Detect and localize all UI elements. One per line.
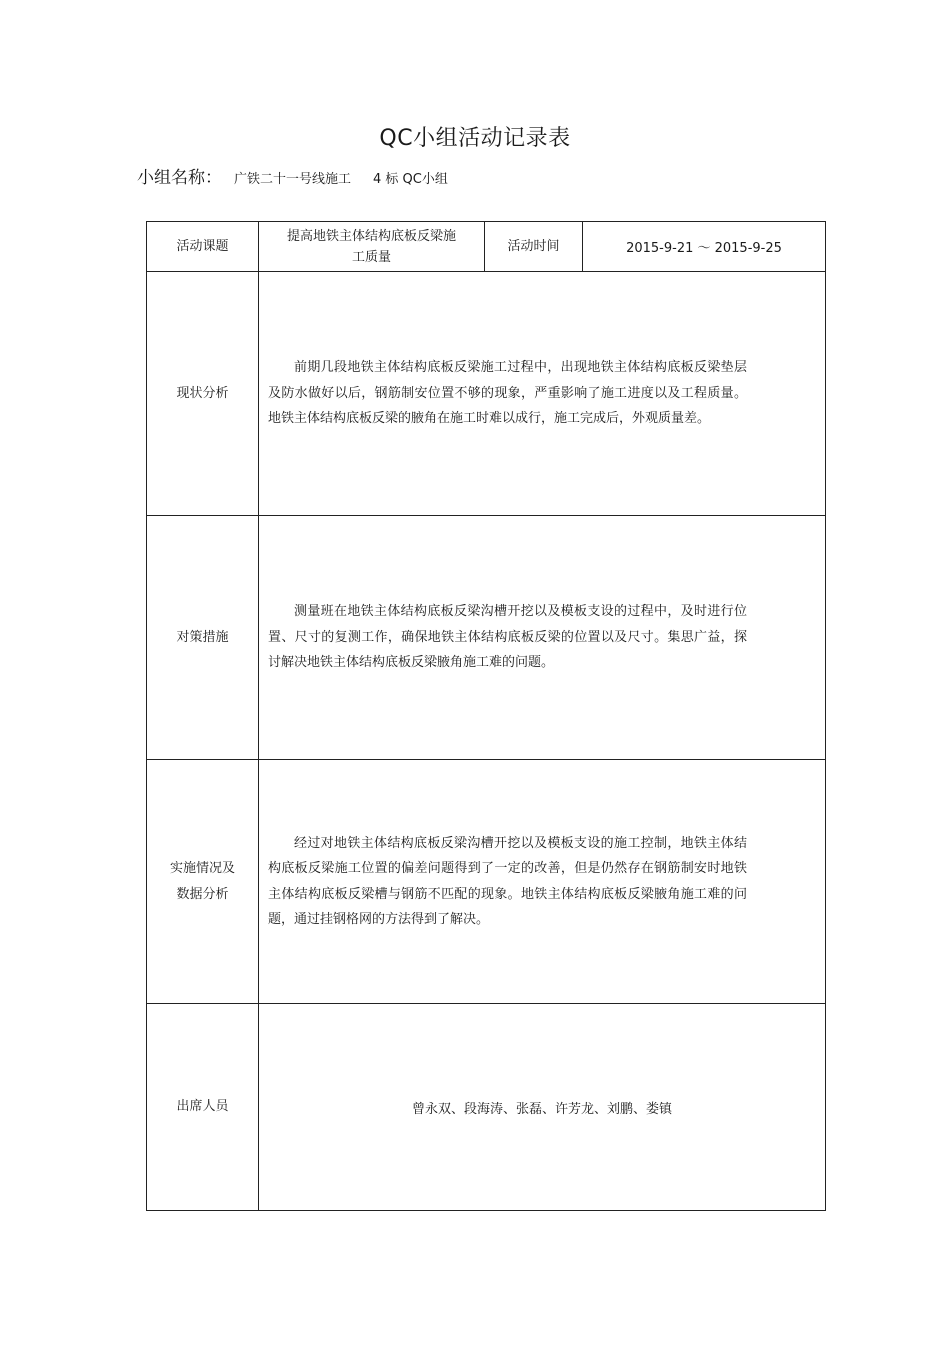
measures-label: 对策措施 [147,516,259,760]
group-name-label: 小组名称： [137,168,222,188]
measures-text: 测量班在地铁主体结构底板反梁沟槽开挖以及模板支设的过程中，及时进行位置、尺寸的复测工作，确保地铁主体结构底板反梁的位置以及尺寸。集思广益，探讨解决地铁主体结构底板反梁腋角施工难的问题。 [259,516,826,760]
attendance-row [147,1004,826,1211]
topic-value-line2: 工质量 [351,249,391,265]
status-row [147,272,826,516]
page-title: QC小组活动记录表 [379,126,571,151]
attendance-label: 出席人员 [147,1004,259,1211]
implementation-text: 经过对地铁主体结构底板反梁沟槽开挖以及模板支设的施工控制，地铁主体结构底板反梁施工位置的偏差问题得到了一定的改善，但是仍然存在钢筋制安时地铁主体结构底板反梁槽与钢筋不匹配的现象。地铁主体结构底板反梁腋角施工难的问题，通过挂钢格网的方法得到了解决。 [259,760,826,1004]
group-name-value: 广铁二十一号线施工 [234,172,352,187]
topic-value-line1: 提高地铁主体结构底板反梁施 [286,228,456,244]
group-name-line [137,166,448,190]
status-text: 前期几段地铁主体结构底板反梁施工过程中，出现地铁主体结构底板反梁垫层及防水做好以后，钢筋制安位置不够的现象，严重影响了施工进度以及工程质量。地铁主体结构底板反梁的腋角在施工时难以成行，施工完成后，外观质量差。 [259,272,826,516]
status-label: 现状分析 [147,272,259,516]
implementation-label [147,760,259,1004]
topic-value [259,222,485,272]
time-label: 活动时间 [485,222,583,272]
implementation-row [147,760,826,1004]
measures-row [147,516,826,760]
activity-record-table [146,221,826,1211]
topic-row [147,222,826,272]
time-value: 2015-9-21 ～ 2015-9-25 [583,222,826,272]
group-name-suffix: 4 标 QC小组 [373,172,448,187]
implementation-label-line2: 数据分析 [176,886,229,902]
implementation-label-line1: 实施情况及 [169,860,235,876]
topic-label: 活动课题 [147,222,259,272]
attendance-names: 曾永双、段海涛、张磊、许芳龙、刘鹏、娄镇 [259,1004,826,1211]
